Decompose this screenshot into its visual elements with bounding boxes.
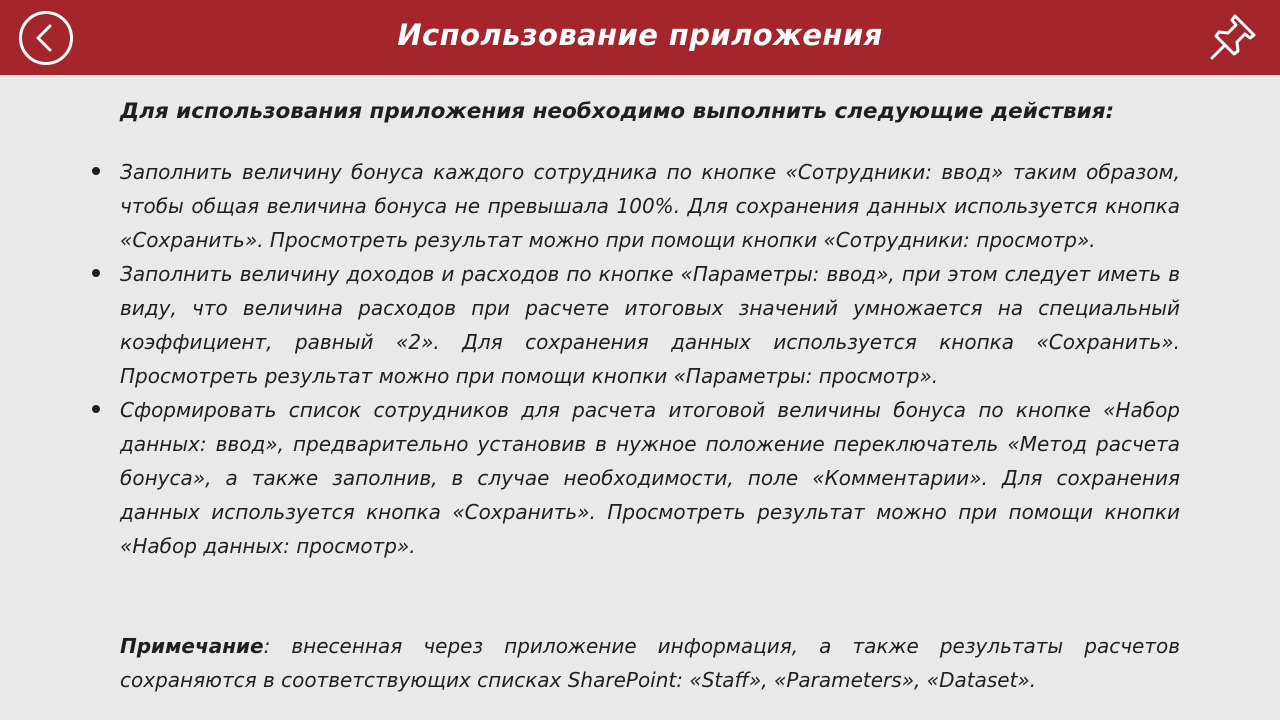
pin-icon [1204,10,1260,66]
pin-button[interactable] [1204,10,1260,66]
note-text: : внесенная через приложение информация, а также результаты расчетов сохраняются в соответствующих списках SharePoint: «Staff», «Parameters», «Dataset». [120,634,1180,692]
bullet-icon [92,167,100,175]
list-item-text: Заполнить величину бонуса каждого сотрудника по кнопке «Сотрудники: ввод» таким образом, чтобы общая величина бонуса не превышала 100%. Для сохранения данных используется кнопка «Сохранить». Просмотреть результат можно при помощи кнопки «Сотрудники: просмотр». [120,160,1180,252]
help-content [0,75,1280,720]
page-title: Использование приложения [397,18,883,52]
header-bar [0,0,1280,75]
note-paragraph [120,629,1180,697]
list-item [120,393,1180,563]
steps-list [120,155,1180,563]
note-label: Примечание [120,634,264,658]
list-item-text: Заполнить величину доходов и расходов по кнопке «Параметры: ввод», при этом следует иметь в виду, что величина расходов при расчете итоговых значений умножается на специальный коэффициент, равный «2». Для сохранения данных используется кнопка «Сохранить». Просмотреть результат можно при помощи кнопки «Параметры: просмотр». [120,262,1180,388]
bullet-icon [92,269,100,277]
list-item [120,155,1180,257]
list-item [120,257,1180,393]
list-item-text: Сформировать список сотрудников для расчета итоговой величины бонуса по кнопке «Набор данных: ввод», предварительно установив в нужное положение переключатель «Метод расчета бонуса», а также заполнив, в случае необходимости, поле «Комментарии». Для сохранения данных используется кнопка «Сохранить». Просмотреть результат можно при помощи кнопки «Набор данных: просмотр». [120,398,1180,558]
bullet-icon [92,405,100,413]
intro-heading: Для использования приложения необходимо выполнить следующие действия: [120,99,1115,124]
